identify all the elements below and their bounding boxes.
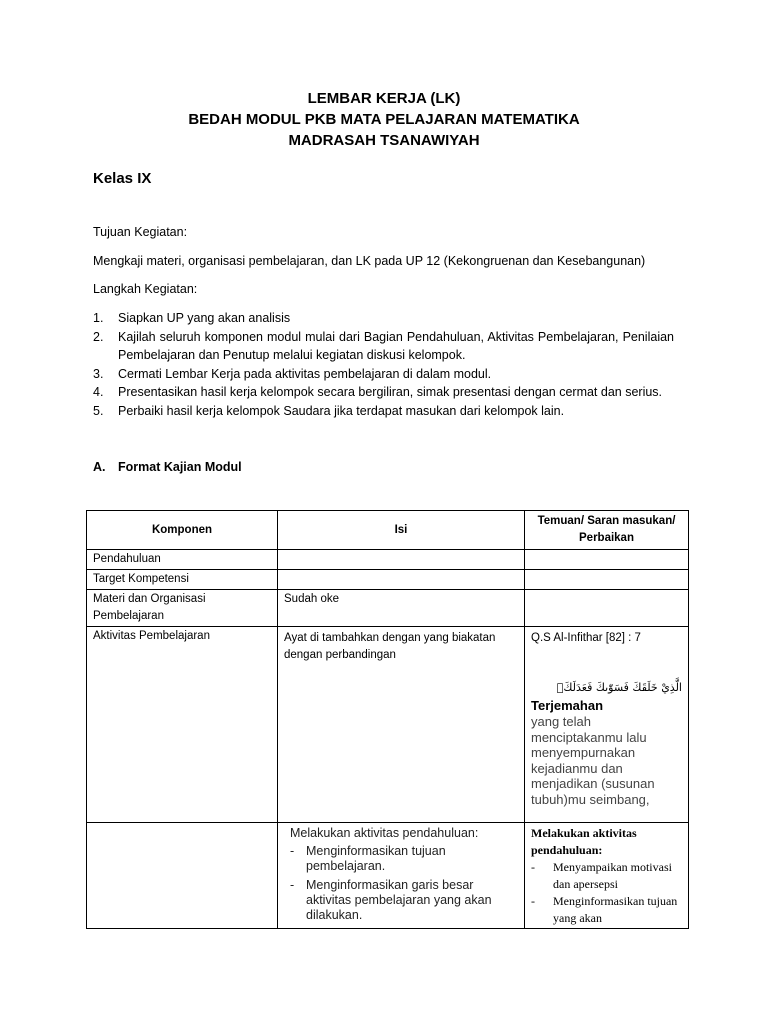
header-komponen: Komponen (87, 511, 278, 550)
list-item (93, 383, 674, 402)
kajian-table (86, 510, 689, 929)
list-item (284, 844, 518, 874)
langkah-label: Langkah Kegiatan: (93, 282, 198, 296)
header-temuan: Temuan/ Saran masukan/ Perbaikan (525, 511, 689, 550)
cell-temuan (525, 823, 689, 929)
list-item (284, 878, 518, 923)
cell-komponen: Aktivitas Pembelajaran (87, 627, 278, 823)
tujuan-label: Tujuan Kegiatan: (93, 225, 188, 239)
list-item-text: Menginformasikan tujuan pembelajaran. (306, 844, 446, 873)
section-title: Format Kajian Modul (118, 460, 242, 474)
list-item (531, 859, 682, 893)
table-row (87, 550, 689, 570)
list-item (93, 328, 674, 365)
table-row (87, 823, 689, 929)
dash-marker: - (290, 844, 295, 858)
list-item-text: Cermati Lembar Kerja pada aktivitas pembelajaran di dalam modul. (118, 366, 492, 381)
list-item-number: 1. (93, 311, 104, 325)
list-item (531, 893, 682, 927)
list-item-text: Perbaiki hasil kerja kelompok Saudara jika terdapat masukan dari kelompok lain. (118, 403, 565, 418)
cell-komponen: Materi dan Organisasi Pembelajaran (87, 590, 278, 627)
cell-komponen (87, 823, 278, 929)
isi-list (284, 844, 518, 923)
cell-isi: Sudah oke (278, 590, 525, 627)
langkah-list (93, 309, 674, 420)
section-number: A. (93, 460, 106, 474)
header-isi: Isi (278, 511, 525, 550)
temuan-list (531, 859, 682, 927)
dash-marker: - (531, 894, 535, 908)
section-heading (93, 460, 242, 474)
terjemahan-text: yang telah menciptakanmu lalu menyempurnakan kejadianmu dan menjadikan (susunan tubuh)mu seimbang, (531, 714, 655, 807)
cell-temuan (525, 590, 689, 627)
surah-reference: Q.S Al-Infithar [82] : 7 (531, 632, 641, 644)
cell-temuan (525, 550, 689, 570)
list-item-number: 4. (93, 385, 104, 399)
doc-subtitle-2: MADRASAH TSANAWIYAH (288, 132, 480, 149)
isi-heading: Melakukan aktivitas pendahuluan: (290, 826, 479, 840)
arabic-verse: الَّذِيْ خَلَقَكَ فَسَوّٰىكَ فَعَدَلَكَۙ (556, 681, 682, 694)
list-item (93, 365, 674, 384)
terjemahan-label: Terjemahan (531, 698, 604, 713)
list-item (93, 402, 674, 421)
cell-isi (278, 570, 525, 590)
cell-komponen: Target Kompetensi (87, 570, 278, 590)
table-header-row (87, 511, 689, 550)
doc-subtitle: BEDAH MODUL PKB MATA PELAJARAN MATEMATIKA (188, 111, 580, 128)
dash-marker: - (290, 878, 295, 892)
list-item (93, 309, 674, 328)
table-row (87, 570, 689, 590)
list-item-text: Kajilah seluruh komponen modul mulai dari Bagian Pendahuluan, Aktivitas Pembelajaran, Penilaian Pembelajaran dan Penutup melalui kegiatan diskusi kelompok. (118, 329, 674, 362)
tujuan-text: Mengkaji materi, organisasi pembelajaran, dan LK pada UP 12 (Kekongruenan dan Kesebangunan) (93, 254, 646, 268)
cell-temuan (525, 627, 689, 823)
list-item-text: Presentasikan hasil kerja kelompok secara bergiliran, simak presentasi dengan cermat dan serius. (118, 385, 663, 399)
list-item-number: 2. (93, 329, 104, 344)
table-row (87, 627, 689, 823)
list-item-number: 5. (93, 403, 104, 418)
table-row (87, 590, 689, 627)
temuan-heading: Melakukan aktivitas pendahuluan: (531, 826, 637, 857)
doc-title: LEMBAR KERJA (LK) (307, 90, 461, 107)
cell-temuan (525, 570, 689, 590)
cell-komponen: Pendahuluan (87, 550, 278, 570)
list-item-text: Menginformasikan garis besar aktivitas pembelajaran yang akan dilakukan. (306, 878, 492, 922)
dash-marker: - (531, 860, 535, 874)
cell-isi (278, 550, 525, 570)
cell-isi: Ayat di tambahkan dengan yang biakatan dengan perbandingan (278, 627, 525, 823)
list-item-text: Siapkan UP yang akan analisis (118, 311, 291, 325)
list-item-text: Menginformasikan tujuan yang akan (553, 894, 678, 925)
cell-isi (278, 823, 525, 929)
list-item-text: Menyampaikan motivasi dan apersepsi (553, 860, 672, 891)
list-item-number: 3. (93, 366, 104, 381)
kelas-heading: Kelas IX (93, 170, 152, 187)
